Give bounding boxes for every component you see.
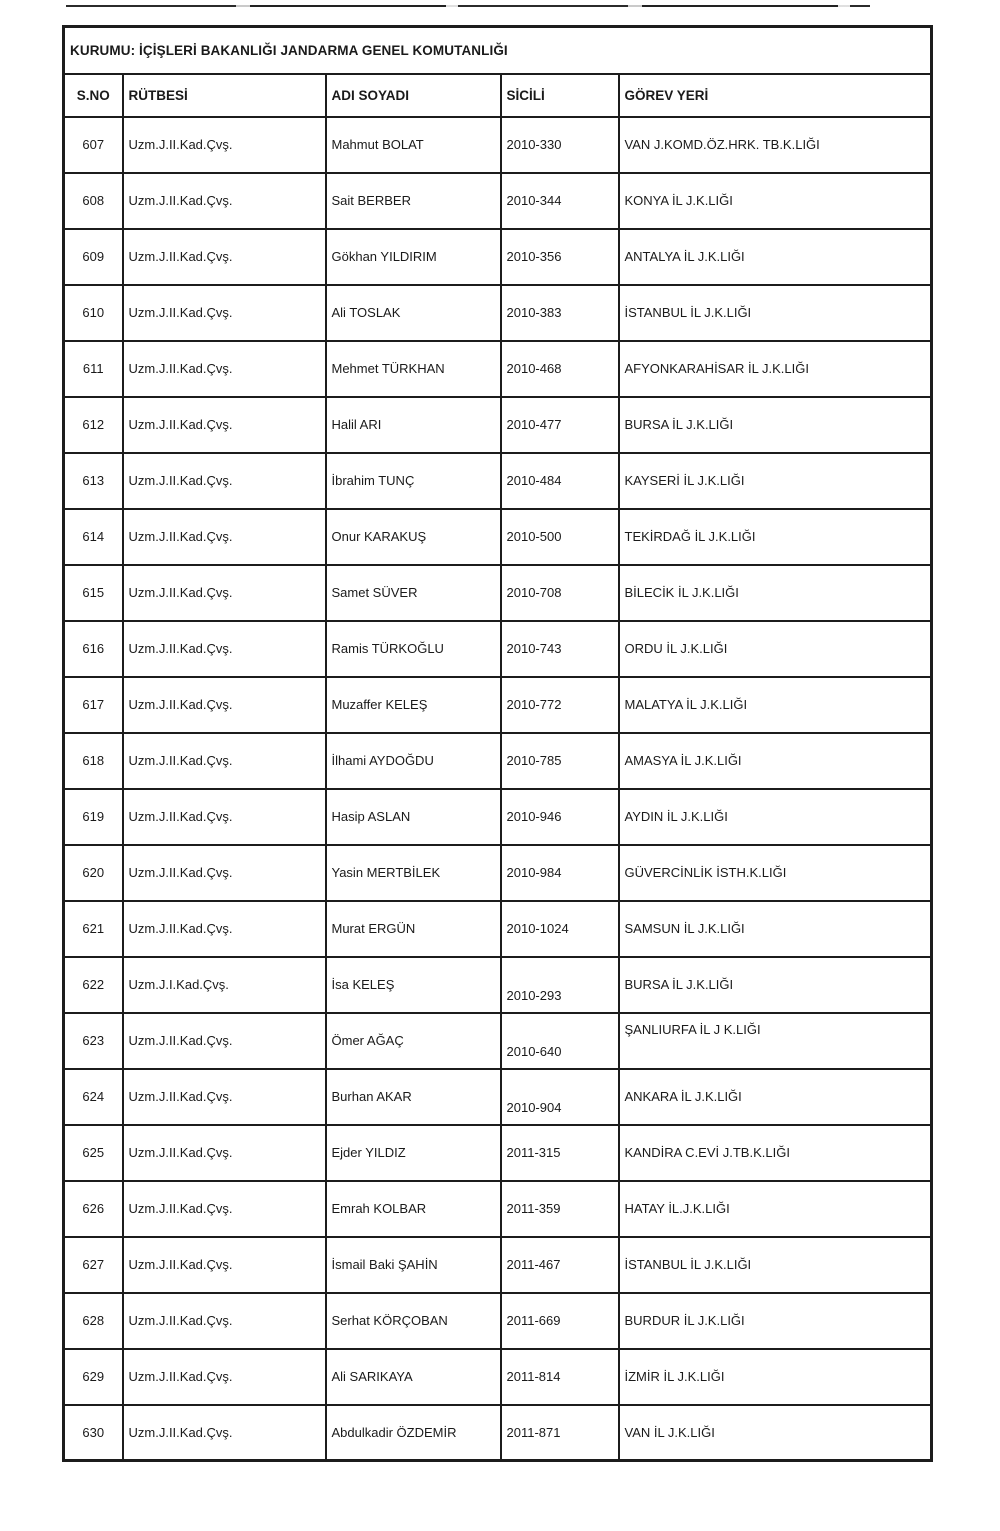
cell-gorev: TEKİRDAĞ İL J.K.LIĞI (619, 509, 932, 565)
cell-sicil: 2010-383 (501, 285, 619, 341)
table-row (64, 1349, 932, 1405)
cell-rutbe: Uzm.J.II.Kad.Çvş. (123, 845, 326, 901)
scan-artifact-line (66, 5, 870, 7)
cell-adi: Mahmut BOLAT (326, 117, 501, 173)
cell-rutbe: Uzm.J.II.Kad.Çvş. (123, 173, 326, 229)
cell-gorev: KONYA İL J.K.LIĞI (619, 173, 932, 229)
cell-adi: Sait BERBER (326, 173, 501, 229)
cell-adi: Abdulkadir ÖZDEMİR (326, 1405, 501, 1461)
cell-adi: Halil ARI (326, 397, 501, 453)
cell-rutbe: Uzm.J.II.Kad.Çvş. (123, 453, 326, 509)
cell-sno: 614 (64, 509, 123, 565)
cell-gorev: BİLECİK İL J.K.LIĞI (619, 565, 932, 621)
cell-adi: Hasip ASLAN (326, 789, 501, 845)
cell-sno: 628 (64, 1293, 123, 1349)
cell-gorev: ANTALYA İL J.K.LIĞI (619, 229, 932, 285)
cell-sicil: 2010-344 (501, 173, 619, 229)
cell-sicil: 2010-500 (501, 509, 619, 565)
cell-sicil: 2010-708 (501, 565, 619, 621)
cell-sicil: 2010-984 (501, 845, 619, 901)
cell-sicil: 2011-359 (501, 1181, 619, 1237)
cell-adi: İsmail Baki ŞAHİN (326, 1237, 501, 1293)
cell-sno: 630 (64, 1405, 123, 1461)
table-row (64, 397, 932, 453)
cell-sno: 610 (64, 285, 123, 341)
table-body (64, 117, 932, 1461)
cell-adi: Onur KARAKUŞ (326, 509, 501, 565)
column-header-sicili: SİCİLİ (501, 74, 619, 117)
cell-gorev: SAMSUN İL J.K.LIĞI (619, 901, 932, 957)
table-row (64, 901, 932, 957)
cell-adi: Ramis TÜRKOĞLU (326, 621, 501, 677)
cell-sno: 611 (64, 341, 123, 397)
table-row (64, 229, 932, 285)
cell-sicil: 2011-467 (501, 1237, 619, 1293)
cell-gorev: AYDIN İL J.K.LIĞI (619, 789, 932, 845)
cell-gorev: AMASYA İL J.K.LIĞI (619, 733, 932, 789)
cell-sno: 622 (64, 957, 123, 1013)
cell-sno: 615 (64, 565, 123, 621)
cell-gorev: VAN J.KOMD.ÖZ.HRK. TB.K.LIĞI (619, 117, 932, 173)
cell-rutbe: Uzm.J.II.Kad.Çvş. (123, 1013, 326, 1069)
cell-rutbe: Uzm.J.II.Kad.Çvş. (123, 229, 326, 285)
table-row (64, 957, 932, 1013)
cell-rutbe: Uzm.J.II.Kad.Çvş. (123, 1405, 326, 1461)
table-row (64, 845, 932, 901)
cell-rutbe: Uzm.J.II.Kad.Çvş. (123, 733, 326, 789)
table-title: KURUMU: İÇİŞLERİ BAKANLIĞI JANDARMA GENEL KOMUTANLIĞI (64, 27, 932, 74)
cell-gorev: KAYSERİ İL J.K.LIĞI (619, 453, 932, 509)
cell-rutbe: Uzm.J.II.Kad.Çvş. (123, 1237, 326, 1293)
cell-sicil: 2010-640 (501, 1013, 619, 1069)
table-row (64, 173, 932, 229)
table-row (64, 677, 932, 733)
table-row (64, 341, 932, 397)
cell-adi: Muzaffer KELEŞ (326, 677, 501, 733)
cell-adi: Ali SARIKAYA (326, 1349, 501, 1405)
cell-gorev: AFYONKARAHİSAR İL J.K.LIĞI (619, 341, 932, 397)
cell-rutbe: Uzm.J.II.Kad.Çvş. (123, 397, 326, 453)
cell-adi: Samet SÜVER (326, 565, 501, 621)
table-row (64, 509, 932, 565)
cell-adi: İsa KELEŞ (326, 957, 501, 1013)
cell-sicil: 2010-904 (501, 1069, 619, 1125)
cell-rutbe: Uzm.J.II.Kad.Çvş. (123, 285, 326, 341)
cell-sicil: 2010-785 (501, 733, 619, 789)
column-header-sno: S.NO (64, 74, 123, 117)
cell-gorev: BURSA İL J.K.LIĞI (619, 957, 932, 1013)
cell-rutbe: Uzm.J.II.Kad.Çvş. (123, 901, 326, 957)
table-row (64, 1069, 932, 1125)
cell-sno: 608 (64, 173, 123, 229)
column-header-row (64, 74, 932, 117)
table-row (64, 117, 932, 173)
cell-rutbe: Uzm.J.II.Kad.Çvş. (123, 1125, 326, 1181)
cell-rutbe: Uzm.J.II.Kad.Çvş. (123, 621, 326, 677)
cell-adi: Murat ERGÜN (326, 901, 501, 957)
column-header-adi-soyadi: ADI SOYADI (326, 74, 501, 117)
cell-rutbe: Uzm.J.II.Kad.Çvş. (123, 1349, 326, 1405)
cell-rutbe: Uzm.J.II.Kad.Çvş. (123, 1293, 326, 1349)
cell-sno: 607 (64, 117, 123, 173)
cell-sno: 613 (64, 453, 123, 509)
cell-gorev: GÜVERCİNLİK İSTH.K.LIĞI (619, 845, 932, 901)
cell-gorev: İSTANBUL İL J.K.LIĞI (619, 285, 932, 341)
cell-sno: 609 (64, 229, 123, 285)
cell-gorev: HATAY İL.J.K.LIĞI (619, 1181, 932, 1237)
cell-sno: 621 (64, 901, 123, 957)
cell-sicil: 2010-946 (501, 789, 619, 845)
cell-adi: Burhan AKAR (326, 1069, 501, 1125)
cell-sicil: 2011-315 (501, 1125, 619, 1181)
cell-gorev: MALATYA İL J.K.LIĞI (619, 677, 932, 733)
cell-rutbe: Uzm.J.II.Kad.Çvş. (123, 789, 326, 845)
cell-gorev: BURDUR İL J.K.LIĞI (619, 1293, 932, 1349)
cell-sicil: 2010-330 (501, 117, 619, 173)
cell-adi: Gökhan YILDIRIM (326, 229, 501, 285)
cell-sicil: 2011-814 (501, 1349, 619, 1405)
cell-sno: 624 (64, 1069, 123, 1125)
cell-sno: 619 (64, 789, 123, 845)
table-row (64, 453, 932, 509)
cell-sicil: 2010-477 (501, 397, 619, 453)
cell-sno: 626 (64, 1181, 123, 1237)
table-row (64, 1181, 932, 1237)
cell-sno: 612 (64, 397, 123, 453)
cell-gorev: VAN İL J.K.LIĞI (619, 1405, 932, 1461)
table-title-row (64, 27, 932, 74)
cell-adi: İlhami AYDOĞDU (326, 733, 501, 789)
table-row (64, 1237, 932, 1293)
cell-gorev: ŞANLIURFA İL J K.LIĞI (619, 1013, 932, 1069)
cell-adi: Emrah KOLBAR (326, 1181, 501, 1237)
cell-sno: 629 (64, 1349, 123, 1405)
table-row (64, 1125, 932, 1181)
cell-sicil: 2010-743 (501, 621, 619, 677)
cell-gorev: ANKARA İL J.K.LIĞI (619, 1069, 932, 1125)
table-row (64, 1013, 932, 1069)
cell-rutbe: Uzm.J.II.Kad.Çvş. (123, 1069, 326, 1125)
cell-rutbe: Uzm.J.II.Kad.Çvş. (123, 565, 326, 621)
cell-gorev: ORDU İL J.K.LIĞI (619, 621, 932, 677)
cell-gorev: İSTANBUL İL J.K.LIĞI (619, 1237, 932, 1293)
cell-sicil: 2011-871 (501, 1405, 619, 1461)
column-header-gorev-yeri: GÖREV YERİ (619, 74, 932, 117)
table-row (64, 1405, 932, 1461)
cell-adi: Ali TOSLAK (326, 285, 501, 341)
table-row (64, 733, 932, 789)
cell-sno: 618 (64, 733, 123, 789)
cell-sicil: 2011-669 (501, 1293, 619, 1349)
cell-adi: Ömer AĞAÇ (326, 1013, 501, 1069)
table-row (64, 621, 932, 677)
cell-rutbe: Uzm.J.II.Kad.Çvş. (123, 1181, 326, 1237)
column-header-rutbesi: RÜTBESİ (123, 74, 326, 117)
cell-sno: 625 (64, 1125, 123, 1181)
table-row (64, 285, 932, 341)
cell-sno: 620 (64, 845, 123, 901)
cell-sicil: 2010-293 (501, 957, 619, 1013)
cell-adi: Ejder YILDIZ (326, 1125, 501, 1181)
cell-sno: 616 (64, 621, 123, 677)
personnel-table (62, 25, 933, 1462)
cell-rutbe: Uzm.J.II.Kad.Çvş. (123, 341, 326, 397)
cell-rutbe: Uzm.J.II.Kad.Çvş. (123, 677, 326, 733)
cell-sicil: 2010-1024 (501, 901, 619, 957)
cell-adi: Serhat KÖRÇOBAN (326, 1293, 501, 1349)
cell-rutbe: Uzm.J.II.Kad.Çvş. (123, 509, 326, 565)
cell-adi: Mehmet TÜRKHAN (326, 341, 501, 397)
cell-sno: 617 (64, 677, 123, 733)
cell-adi: Yasin MERTBİLEK (326, 845, 501, 901)
cell-rutbe: Uzm.J.II.Kad.Çvş. (123, 117, 326, 173)
cell-sicil: 2010-772 (501, 677, 619, 733)
table-row (64, 1293, 932, 1349)
cell-rutbe: Uzm.J.I.Kad.Çvş. (123, 957, 326, 1013)
table-row (64, 565, 932, 621)
cell-adi: İbrahim TUNÇ (326, 453, 501, 509)
cell-gorev: İZMİR İL J.K.LIĞI (619, 1349, 932, 1405)
cell-sicil: 2010-356 (501, 229, 619, 285)
cell-sno: 623 (64, 1013, 123, 1069)
cell-sicil: 2010-468 (501, 341, 619, 397)
cell-sicil: 2010-484 (501, 453, 619, 509)
table-row (64, 789, 932, 845)
cell-gorev: KANDİRA C.EVİ J.TB.K.LIĞI (619, 1125, 932, 1181)
cell-gorev: BURSA İL J.K.LIĞI (619, 397, 932, 453)
cell-sno: 627 (64, 1237, 123, 1293)
